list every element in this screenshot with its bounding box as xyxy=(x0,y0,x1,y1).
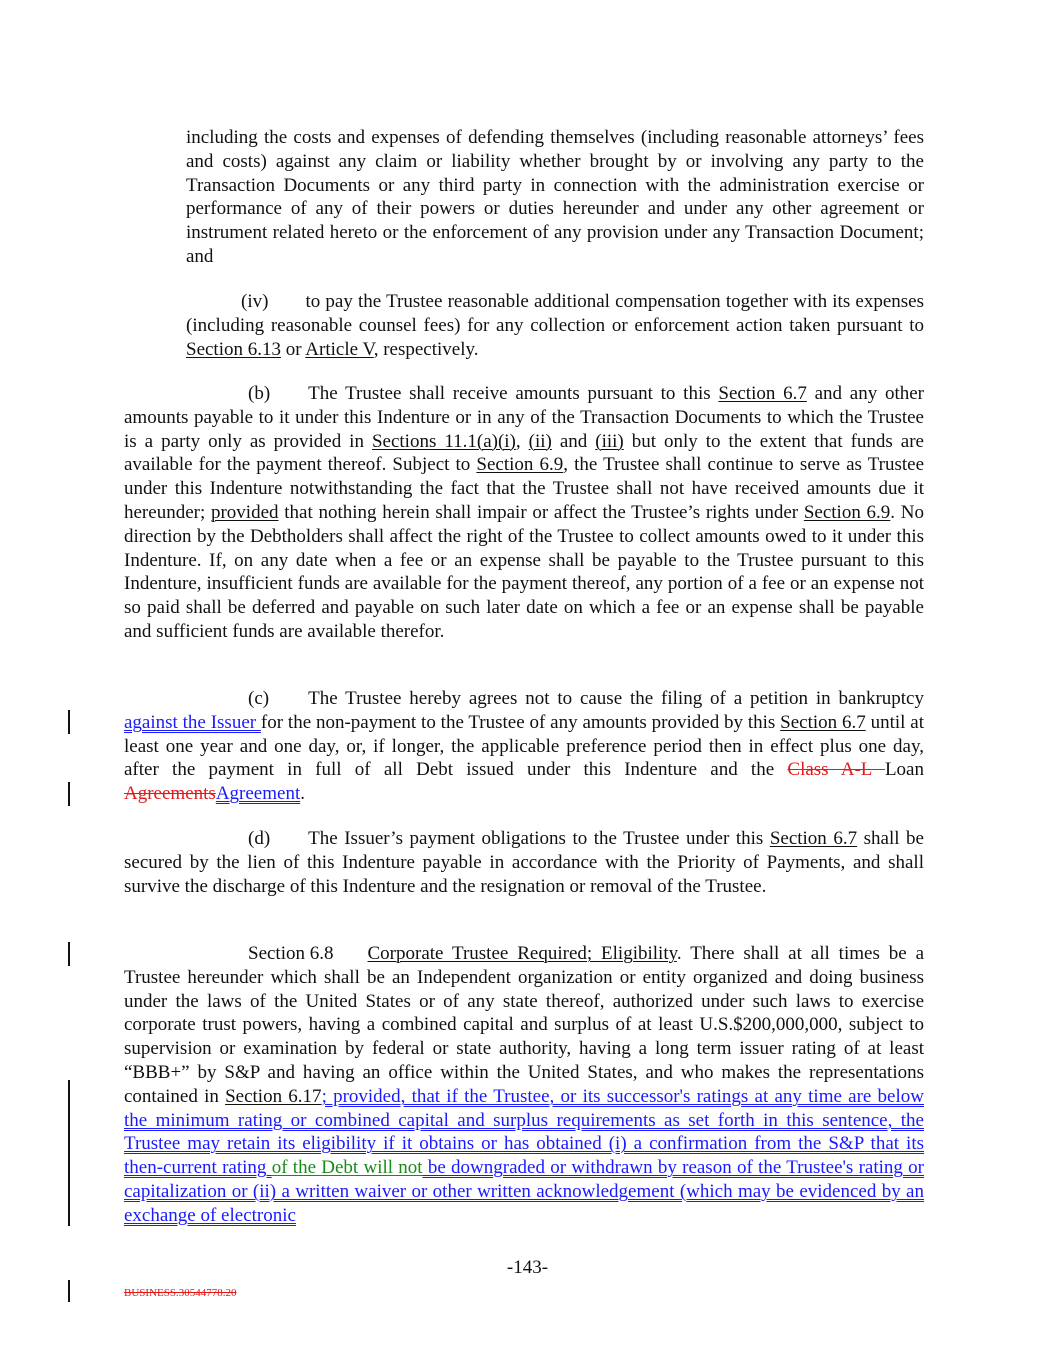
provided-term: provided xyxy=(210,501,279,523)
tracked-insertion: Agreement xyxy=(215,783,301,805)
paragraph-label: (d) xyxy=(248,828,271,849)
change-bar xyxy=(68,710,70,734)
paragraph-iv: (iv) to pay the Trustee reasonable additional compensation together with its expenses (including reasonable counsel fees) for any collection or enforcement action taken pursuant to Section 6.13 or Article V, respectively. xyxy=(186,291,924,360)
cross-reference-link[interactable]: Section 6.9 xyxy=(803,501,891,523)
change-bar xyxy=(68,782,70,806)
paragraph-text: including the costs and expenses of defending themselves (including reasonable attorneys’ fees and costs) against any claim or liability whether brought by or involving any party to the Transaction Documents or any third party in connection with the administration exercise or performance of any of their powers or duties hereunder and under any other agreement or instrument related hereto or the enforcement of any provision under any Transaction Document; and xyxy=(186,127,924,267)
paragraph-b: (b) The Trustee shall receive amounts pursuant to this Section 6.7 and any other amounts payable to it under this Indenture or in any of the Transaction Documents to which the Trustee is a party only as provided in Sections 11.1(a)(i), (ii) and (iii) but only to the extent that funds are available for the payment thereof. Subject to Section 6.9, the Trustee shall continue to serve as Trustee under this Indenture notwithstanding the fact that the Trustee shall not have received amounts due it hereunder; provided that nothing herein shall impair or affect the Trustee’s rights under Section 6.9. No direction by the Debtholders shall affect the right of the Trustee to collect amounts owed to it under this Indenture. If, on any date when a fee or an expense shall be payable to the Trustee pursuant to this Indenture, insufficient funds are available for the payment thereof, any portion of a fee or an expense not so paid shall be deferred and payable on such later date on which a fee or an expense shall be payable and sufficient funds are available therefor. xyxy=(124,383,925,642)
cross-reference-link[interactable]: Section 6.7 xyxy=(769,828,858,849)
tracked-deletion: Agreements xyxy=(124,783,216,805)
cross-reference-link[interactable]: Section 6.9 xyxy=(476,454,564,476)
cross-reference-link[interactable]: Article V xyxy=(305,338,374,360)
tracked-moved-insertion: of the Debt will not xyxy=(271,1157,423,1179)
cross-reference-link[interactable]: Section 6.7 xyxy=(718,383,807,404)
cross-reference-link[interactable]: Sections 11.1(a)(i) xyxy=(371,430,516,452)
paragraph-label: (c) xyxy=(248,688,270,709)
section-heading: Corporate Trustee Required; Eligibility xyxy=(367,943,677,964)
change-bar xyxy=(68,1280,70,1302)
tracked-insertion: against the Issuer xyxy=(124,711,261,733)
paragraph-iii-continuation xyxy=(186,126,924,269)
paragraph-c: (c) The Trustee hereby agrees not to cause the filing of a petition in bankruptcy against the Issuer for the non-payment to the Trustee of any amounts provided by this Section 6.7 until at least one year and one day, or, if longer, the applicable preference period then in effect plus one day, after the payment in full of all Debt issued under this Indenture and the Class A-L Loan AgreementsAgreement. xyxy=(124,688,924,805)
paragraph-label: (iv) xyxy=(241,291,269,312)
section-number: Section 6.8 xyxy=(248,943,334,964)
paragraph-label: (b) xyxy=(248,383,271,404)
change-bar xyxy=(68,942,70,966)
cross-reference-link[interactable]: (iii) xyxy=(595,430,624,452)
cross-reference-link[interactable]: Section 6.7 xyxy=(780,711,866,733)
section-6-8: Section 6.8 Corporate Trustee Required; Eligibility. There shall at all times be a Trustee hereunder which shall be an Independent organization or entity organized and doing business under the laws of the United States or of any state thereof, authorized under such laws to exercise corporate trust powers, having a combined capital and surplus of at least U.S.$200,000,000, subject to supervision or examination by federal or state authority, having a long term issuer rating of at least “BBB+” by S&P and having an office within the United States, and who makes the representations contained in Section 6.17; provided, that if the Trustee, or its successor's ratings at any time are below the minimum rating or combined capital and surplus requirements as set forth in this sentence, the Trustee may retain its eligibility if it obtains or has obtained (i) a confirmation from the S&P that its then-current rating of the Debt will not be downgraded or withdrawn by reason of the Trustee's rating or capitalization or (ii) a written waiver or other written acknowledgement (which may be evidenced by an exchange of electronic xyxy=(124,943,925,1226)
cross-reference-link[interactable]: Section 6.17 xyxy=(225,1085,322,1107)
cross-reference-link[interactable]: (ii) xyxy=(528,430,552,452)
tracked-insertion: be downgraded or withdrawn by reason of the Trustee's rating or capitalization or (ii) a written waiver or other written acknowledgement (which may be evidenced by an exchange of electronic xyxy=(124,1157,924,1226)
page-number: -143- xyxy=(506,1257,549,1278)
change-bar xyxy=(68,1080,70,1226)
footer-document-id: BUSINESS.30544778.20 xyxy=(124,1287,237,1299)
paragraph-d: (d) The Issuer’s payment obligations to the Trustee under this Section 6.7 shall be secured by the lien of this Indenture payable in accordance with the Priority of Payments, and shall survive the discharge of this Indenture and the resignation or removal of the Trustee. xyxy=(124,828,924,897)
cross-reference-link[interactable]: Section 6.13 xyxy=(186,338,281,360)
tracked-deletion: Class A-L xyxy=(787,759,885,781)
tracked-insertion: ; provided, that if the Trustee, or its successor's ratings at any time are below the minimum rating or combined capital and surplus requirements as set forth in this sentence, the Trustee may retain its eligibility if it obtains or has obtained (i) a confirmation from the S&P that its then-current rating xyxy=(124,1085,924,1179)
